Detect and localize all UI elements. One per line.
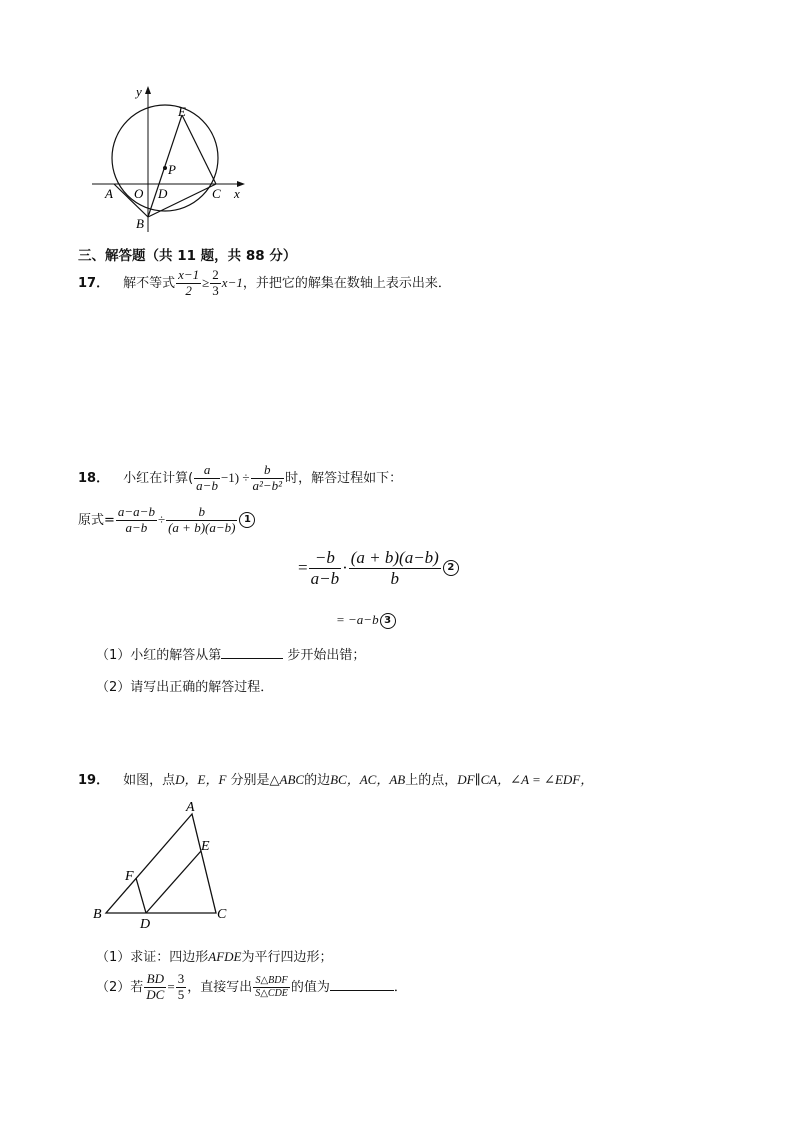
label-y: y	[136, 84, 142, 99]
part1-post: 步开始出错；	[283, 648, 366, 663]
part1-pre: （1）求证：四边形	[96, 950, 209, 965]
section-title: 三、解答题（共 11 题，共 88 分）	[78, 248, 297, 264]
q18-step2	[298, 548, 459, 588]
triangle-ABC	[106, 814, 216, 913]
fraction: $\frac{3}{5}$	[177, 971, 185, 1002]
y-axis-arrow	[145, 86, 151, 94]
answer-blank[interactable]	[330, 978, 394, 991]
question-number: 19．	[78, 773, 110, 788]
q17-expr: x−1	[221, 274, 243, 290]
line-FD	[136, 878, 146, 913]
part1-shape: AFDE	[208, 949, 242, 964]
q19-pre: 如图，点	[123, 773, 176, 788]
q19-sides: BC，AC，AB	[330, 772, 406, 787]
step3-expr: = −a−b	[336, 612, 379, 627]
q19-points: D，E，F	[175, 772, 227, 787]
question-number: 18．	[78, 470, 110, 486]
fraction: $\frac{(a + b)(a-b)}{b}$	[350, 548, 439, 588]
dot-symbol: ·	[342, 558, 348, 578]
circle-figure	[88, 82, 258, 244]
part2-pre: （2）若	[96, 979, 144, 995]
part1-pre: （1）小红的解答从第	[96, 648, 222, 663]
equals: =	[167, 978, 175, 994]
q19-mid2: 的边	[304, 773, 331, 788]
part1-post: 为平行四边形；	[241, 950, 333, 965]
label-E: E	[178, 104, 186, 119]
q19-part1	[96, 946, 333, 965]
label-B: B	[136, 216, 144, 231]
label-O: O	[134, 186, 144, 201]
line-EC	[182, 115, 216, 184]
question-17	[78, 268, 451, 299]
part2-mid: ，直接写出	[187, 979, 253, 995]
q18-step3	[336, 612, 396, 629]
label-E: E	[201, 839, 210, 854]
answer-blank[interactable]	[221, 646, 283, 659]
point-P	[163, 166, 167, 170]
fraction: $\frac{\text{S△BDF}}{\text{S△CDE}}$	[255, 975, 288, 999]
label-C: C	[212, 186, 221, 201]
equals: =	[298, 558, 308, 578]
q19-mid: 分别是	[226, 773, 270, 788]
part2-post: 的值为	[290, 979, 330, 995]
q19-condition: DF∥CA，∠A = ∠EDF，	[457, 772, 594, 787]
label-B: B	[93, 907, 102, 922]
geq-symbol: ≥	[202, 274, 210, 290]
fraction: $\frac{BD}{DC}$	[146, 971, 165, 1002]
label-A: A	[186, 800, 195, 815]
fraction: $\frac{b}{\text{a²−b²}}$	[252, 462, 283, 493]
step1-label: 原式=	[78, 512, 115, 528]
fraction: $\frac{x-1}{2}$	[178, 267, 200, 298]
fraction: $\frac{b}{(a + b)(a-b)}$	[168, 504, 236, 535]
label-C: C	[217, 907, 227, 922]
q19-triangle: △ABC	[269, 772, 305, 787]
label-x: x	[234, 186, 240, 201]
q18-mid: −1) ÷	[220, 469, 250, 485]
label-D: D	[158, 186, 168, 201]
fraction: $\frac{2}{3}$	[212, 267, 219, 298]
line-DE	[146, 851, 201, 913]
label-D: D	[140, 917, 151, 932]
part2-end: ．	[393, 979, 407, 995]
question-number: 17．	[78, 275, 110, 291]
step-mark-3: 3	[380, 613, 396, 629]
step-mark-2: 2	[443, 560, 459, 576]
triangle-figure	[88, 796, 238, 932]
q17-pre: 解不等式	[123, 275, 176, 291]
q18-pre: 小红在计算(	[123, 470, 194, 486]
question-18	[78, 463, 402, 494]
q18-part1	[96, 644, 365, 663]
fraction: $\frac{-b}{a-b}$	[310, 548, 340, 588]
label-P: P	[168, 162, 176, 177]
q18-tail: 时，解答过程如下：	[285, 470, 403, 486]
q17-tail: ，并把它的解集在数轴上表示出来．	[242, 275, 451, 291]
step-mark-1: 1	[239, 512, 255, 528]
q19-part2	[96, 972, 407, 1003]
q19-mid3: 上的点，	[405, 773, 458, 788]
label-A: A	[105, 186, 113, 201]
div-symbol: ÷	[157, 511, 166, 527]
question-19	[78, 769, 593, 788]
label-F: F	[125, 869, 134, 884]
q18-part2: （2）请写出正确的解答过程．	[96, 680, 274, 695]
fraction: $\frac{a-a-b}{a-b}$	[117, 504, 155, 535]
q18-step1	[78, 505, 255, 536]
fraction: $\frac{a}{a-b}$	[196, 462, 218, 493]
